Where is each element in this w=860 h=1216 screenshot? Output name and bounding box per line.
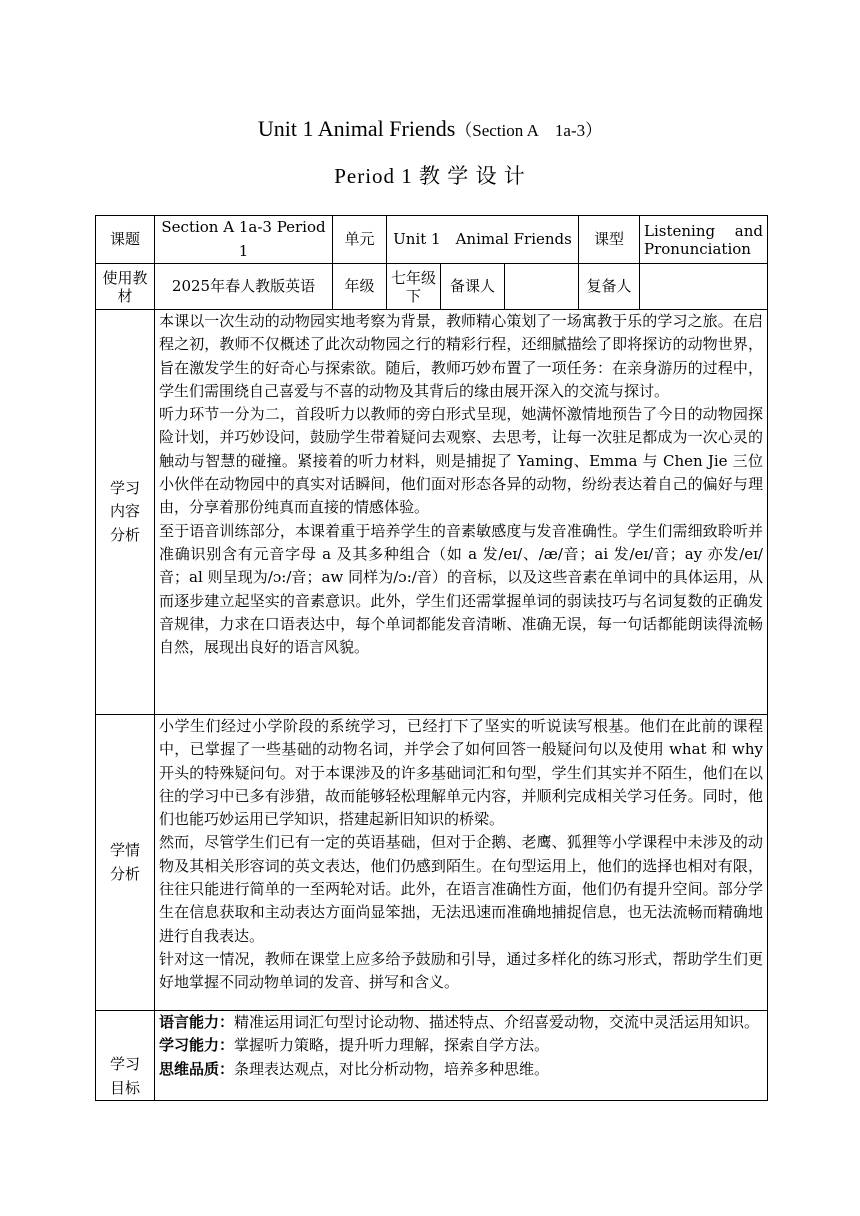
document-title bbox=[0, 116, 860, 142]
content-paragraph: 听力环节一分为二，首段听力以教师的旁白形式呈现，她满怀激情地预告了今日的动物园探险计划，并巧妙设问，鼓励学生带着疑问去观察、去思考，让每一次驻足都成为一次心灵的触动与智慧的碰撞。紧接着的听力材料，则是捕捉了 Yaming、Emma 与 Chen Jie 三位小伙伴在动物园中的真实对话瞬间，他们面对形态各异的动物，纷纷表达着自己的偏好与理由，分享着那份纯真而直接的情感体验。 bbox=[159, 405, 763, 517]
document-subtitle: Period 1 教 学 设 计 bbox=[334, 164, 526, 188]
learner-paragraph: 针对这一情况，教师在课堂上应多给予鼓励和引导，通过多样化的练习形式，帮助学生们更好地掌握不同动物单词的发音、拼写和含义。 bbox=[159, 949, 763, 992]
material-label: 使用教材 bbox=[96, 264, 155, 310]
type-label: 课型 bbox=[579, 216, 640, 264]
row-material bbox=[96, 264, 768, 310]
reviewer-label: 复备人 bbox=[579, 264, 640, 310]
grade-value: 七年级下 bbox=[387, 264, 441, 310]
objectives-label: 学习目标 bbox=[96, 1011, 155, 1101]
title-section: （Section A 1a-3） bbox=[455, 121, 603, 140]
learner-analysis-label: 学情分析 bbox=[96, 715, 155, 1011]
objective-text: 精准运用词汇句型讨论动物、描述特点、介绍喜爱动物，交流中灵活运用知识。 bbox=[234, 1013, 760, 1031]
row-topic bbox=[96, 216, 768, 264]
objective-head: 学习能力： bbox=[159, 1036, 235, 1055]
topic-label: 课题 bbox=[96, 216, 155, 264]
preparer-label: 备课人 bbox=[441, 264, 505, 310]
objective-item bbox=[159, 1058, 763, 1081]
objective-head: 思维品质： bbox=[159, 1059, 235, 1078]
row-objectives bbox=[96, 1011, 768, 1101]
objective-item bbox=[159, 1011, 763, 1034]
grade-label: 年级 bbox=[333, 264, 387, 310]
preparer-value bbox=[505, 264, 579, 310]
objective-head: 语言能力： bbox=[159, 1013, 235, 1031]
content-paragraph: 至于语音训练部分，本课着重于培养学生的音素敏感度与发音准确性。学生们需细致聆听并准确识别含有元音字母 a 及其多种组合（如 a 发/eɪ/、/æ/音；ai 发/eɪ/音；ay 亦发/eɪ/音；al 则呈现为/ɔ:/音；aw 同样为/ɔ:/音）的音标，以及这些音素在单词中的具体运用，从而逐步建立起坚实的音素意识。此外，学生们还需掌握单词的弱读技巧与名词复数的正确发音规律，力求在口语表达中，每个单词都能发音清晰、准确无误，每一句话都能朗读得流畅自然，展现出良好的语言风貌。 bbox=[159, 521, 763, 657]
objectives-body bbox=[155, 1011, 768, 1101]
unit-label: 单元 bbox=[333, 216, 387, 264]
objective-text: 掌握听力策略，提升听力理解，探索自学方法。 bbox=[234, 1036, 550, 1055]
learner-analysis-body bbox=[155, 715, 768, 1011]
objective-item bbox=[159, 1034, 763, 1057]
objective-text: 条理表达观点，对比分析动物，培养多种思维。 bbox=[234, 1059, 550, 1078]
unit-value: Unit 1 Animal Friends bbox=[387, 216, 579, 264]
lesson-plan-table bbox=[95, 215, 768, 1101]
reviewer-value bbox=[640, 264, 768, 310]
learner-paragraph: 小学生们经过小学阶段的系统学习，已经打下了坚实的听说读写根基。他们在此前的课程中，已掌握了一些基础的动物名词，并学会了如何回答一般疑问句以及使用 what 和 why 开头的特殊疑问句。对于本课涉及的许多基础词汇和句型，学生们其实并不陌生，他们在以往的学习中已多有涉猎，故而能够轻松理解单元内容，并顺利完成相关学习任务。同时，他们也能巧妙运用已学知识，搭建起新旧知识的桥梁。 bbox=[159, 717, 763, 829]
content-analysis-body bbox=[155, 310, 768, 715]
content-paragraph: 本课以一次生动的动物园实地考察为背景，教师精心策划了一场寓教于乐的学习之旅。在启程之初，教师不仅概述了此次动物园之行的精彩行程，还细腻描绘了即将探访的动物世界，旨在激发学生的好奇心与探索欲。随后，教师巧妙布置了一项任务：在亲身游历的过程中，学生们需围绕自己喜爱与不喜的动物及其背后的缘由展开深入的交流与探讨。 bbox=[159, 312, 763, 400]
material-value: 2025年春人教版英语 bbox=[155, 264, 333, 310]
learner-paragraph: 然而，尽管学生们已有一定的英语基础，但对于企鹅、老鹰、狐狸等小学课程中未涉及的动物及其相关形容词的英文表达，他们仍感到陌生。在句型运用上，他们的选择也相对有限，往往只能进行简单的一至两轮对话。此外，在语言准确性方面，他们仍有提升空间。部分学生在信息获取和主动表达方面尚显笨拙，无法迅速而准确地捕捉信息，也无法流畅而精确地进行自我表达。 bbox=[159, 833, 763, 945]
row-content-analysis bbox=[96, 310, 768, 715]
topic-value: Section A 1a-3 Period 1 bbox=[155, 216, 333, 264]
title-main: Unit 1 Animal Friends bbox=[257, 116, 456, 141]
type-value: Listening and Pronunciation bbox=[640, 216, 768, 264]
content-analysis-label: 学习内容分析 bbox=[96, 310, 155, 715]
row-learner-analysis bbox=[96, 715, 768, 1011]
